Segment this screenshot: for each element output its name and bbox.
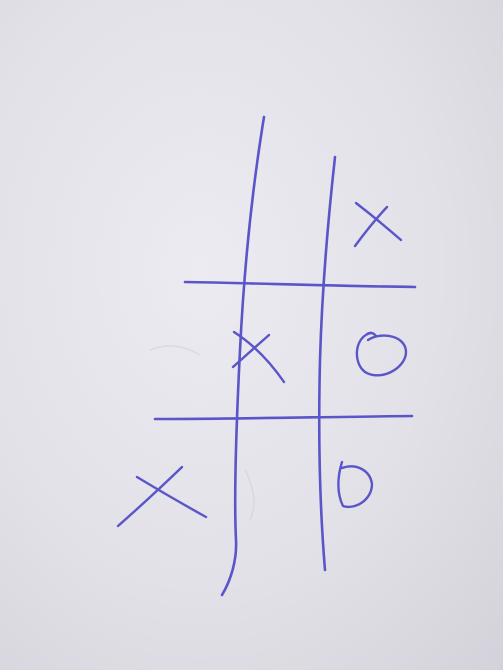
- x-mark-r2c0: [118, 467, 206, 526]
- x-mark-r0c2: [355, 203, 401, 246]
- x-stroke: [355, 207, 387, 246]
- x-stroke: [233, 335, 269, 367]
- o-stroke: [338, 462, 372, 507]
- indentation-mark: [150, 346, 200, 355]
- x-stroke: [137, 477, 206, 517]
- indentation-mark: [245, 470, 254, 520]
- grid-vertical-right: [319, 157, 335, 570]
- grid-horizontal-top: [185, 282, 415, 287]
- board-marks: [118, 203, 406, 526]
- o-mark-r2c2: [338, 462, 372, 507]
- board-grid: [155, 117, 415, 595]
- o-mark-r1c2: [357, 333, 406, 375]
- grid-horizontal-bottom: [155, 416, 412, 419]
- o-stroke: [367, 333, 376, 336]
- grid-vertical-left: [222, 117, 264, 595]
- x-stroke: [118, 467, 182, 526]
- o-stroke: [357, 333, 406, 375]
